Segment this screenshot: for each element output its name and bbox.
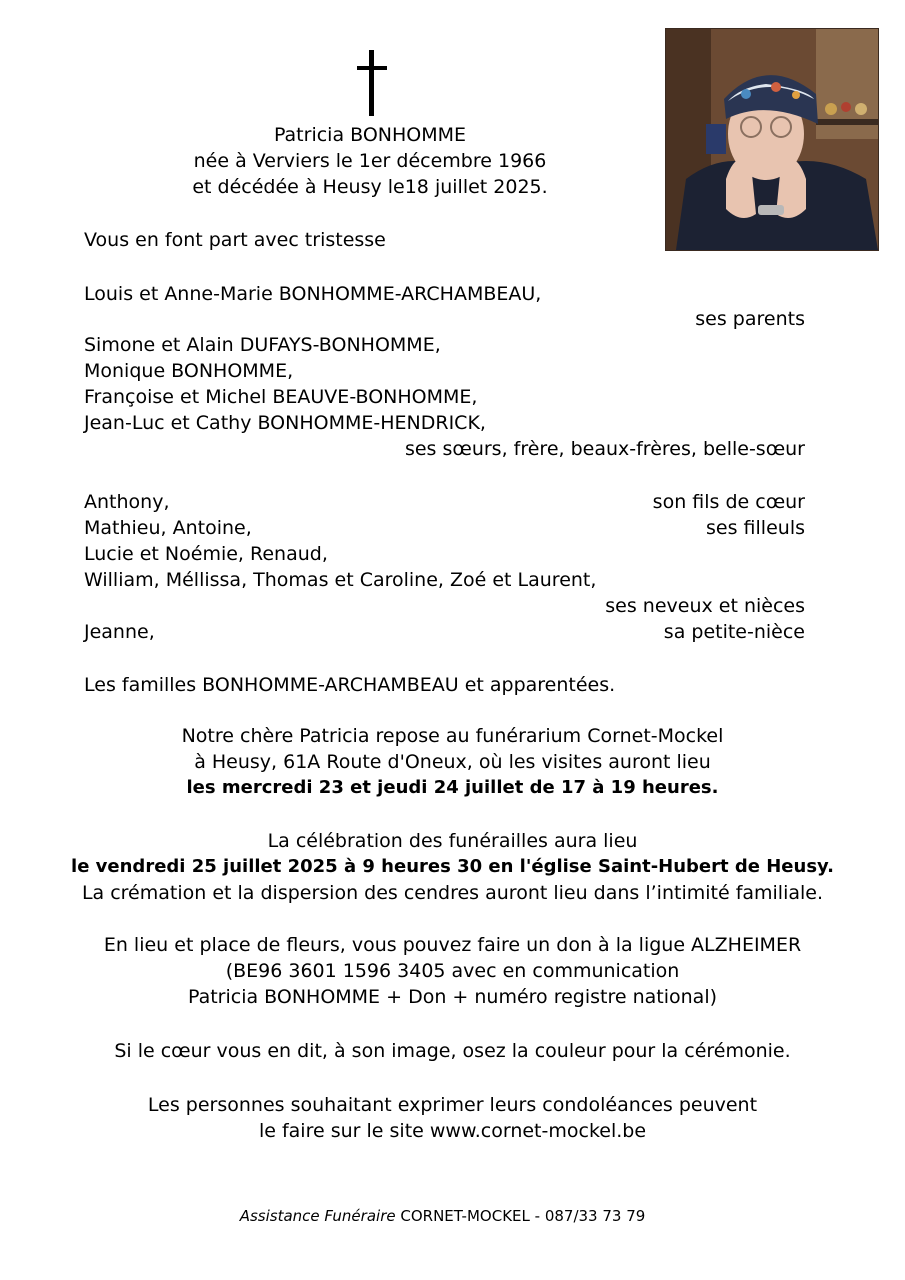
ceremony-line: La célébration des funérailles aura lieu: [267, 830, 638, 852]
son-role: son fils de cœur: [652, 491, 805, 513]
siblings-role: ses sœurs, frère, beaux-frères, belle-sœur: [404, 438, 805, 460]
portrait-photo: [665, 28, 879, 251]
parents-role: ses parents: [695, 308, 805, 330]
grandniece-role: sa petite-nièce: [663, 621, 805, 643]
godchildren-role: ses filleuls: [706, 517, 805, 539]
parents-names: Louis et Anne-Marie BONHOMME-ARCHAMBEAU,: [84, 283, 542, 305]
grandniece-name: Jeanne,: [84, 621, 155, 643]
condolences-line: Les personnes souhaitant exprimer leurs condoléances peuvent: [147, 1094, 758, 1116]
birth-line: née à Verviers le 1er décembre 1966: [193, 150, 547, 172]
visitation-line: Notre chère Patricia repose au funérarium Cornet-Mockel: [181, 725, 724, 747]
sibling-line: Monique BONHOMME,: [84, 360, 294, 382]
cross-icon: [357, 50, 387, 116]
footer-contact: CORNET-MOCKEL - 087/33 73 79: [400, 1207, 646, 1225]
ceremony-date: le vendredi 25 juillet 2025 à 9 heures 30 en l'église Saint-Hubert de Heusy.: [71, 856, 834, 877]
donation-line: (BE96 3601 1596 3405 avec en communication: [225, 960, 680, 982]
families-line: Les familles BONHOMME-ARCHAMBEAU et apparentées.: [84, 674, 616, 696]
condolences-line: le faire sur le site www.cornet-mockel.be: [258, 1120, 647, 1142]
donation-line: Patricia BONHOMME + Don + numéro registre national): [187, 986, 718, 1008]
sibling-line: Jean-Luc et Cathy BONHOMME-HENDRICK,: [84, 412, 486, 434]
visitation-dates: les mercredi 23 et jeudi 24 juillet de 17 à 19 heures.: [186, 777, 719, 798]
intro-text: Vous en font part avec tristesse: [84, 229, 386, 251]
son-name: Anthony,: [84, 491, 170, 513]
death-line: et décédée à Heusy le18 juillet 2025.: [192, 176, 548, 198]
nephews-role: ses neveux et nièces: [605, 595, 805, 617]
footer-italic: Assistance Funéraire: [239, 1207, 396, 1225]
nephews-line: William, Méllissa, Thomas et Caroline, Zoé et Laurent,: [84, 569, 597, 591]
donation-line: En lieu et place de fleurs, vous pouvez faire un don à la ligue ALZHEIMER: [103, 934, 802, 956]
sibling-line: Simone et Alain DUFAYS-BONHOMME,: [84, 334, 441, 356]
cremation-line: La crémation et la dispersion des cendres auront lieu dans l’intimité familiale.: [81, 882, 824, 904]
nephews-line: Lucie et Noémie, Renaud,: [84, 543, 328, 565]
godchildren-names: Mathieu, Antoine,: [84, 517, 252, 539]
visitation-line: à Heusy, 61A Route d'Oneux, où les visites auront lieu: [194, 751, 711, 773]
sibling-line: Françoise et Michel BEAUVE-BONHOMME,: [84, 386, 478, 408]
deceased-name: Patricia BONHOMME: [273, 124, 467, 146]
colour-note: Si le cœur vous en dit, à son image, osez la couleur pour la cérémonie.: [114, 1040, 791, 1062]
footer: [0, 1206, 885, 1226]
